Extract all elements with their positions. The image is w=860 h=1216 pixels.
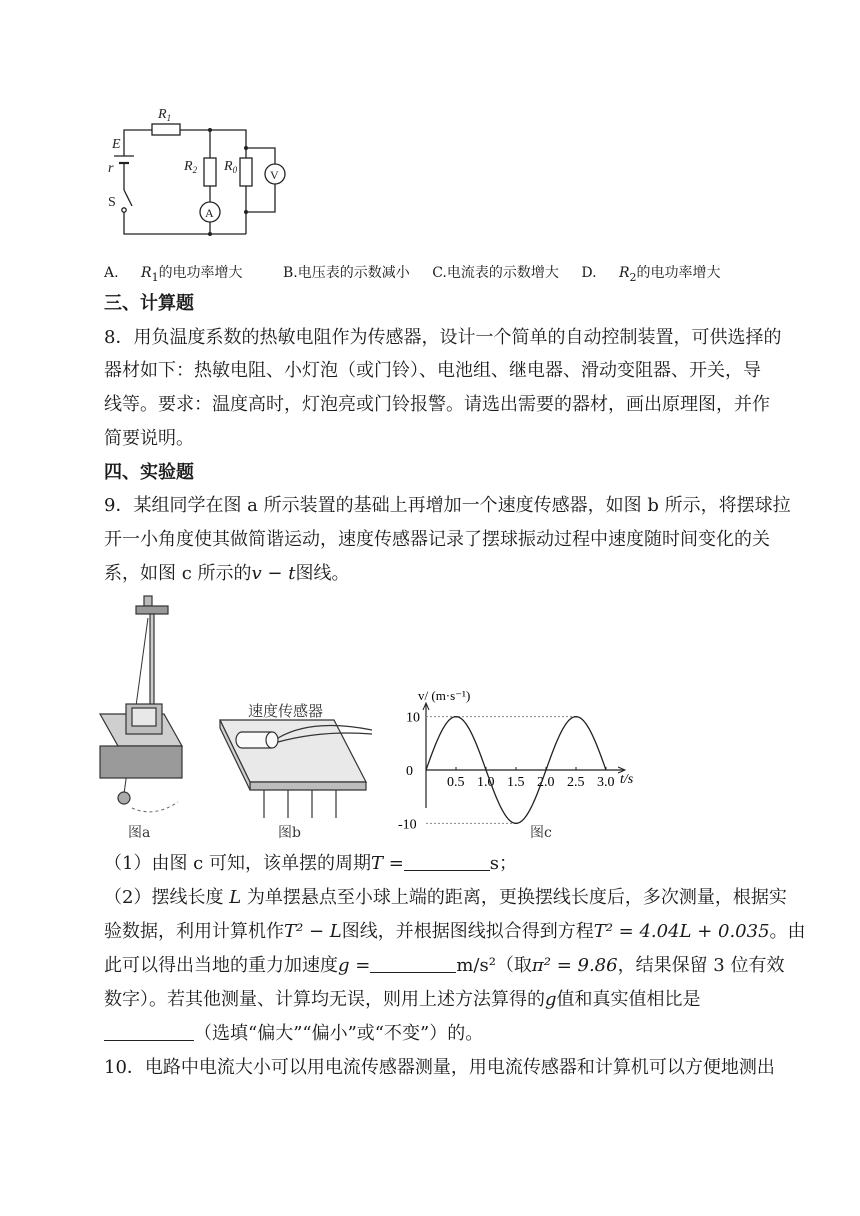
q9-part2-line-4: 数字）。若其他测量、计算均无误，则用上述方法算得的g值和真实值相比是: [104, 989, 701, 1010]
choice-a: A. $R_1$的电功率增大: [104, 265, 243, 284]
x-tick-label: 2.5: [567, 775, 585, 790]
q10-line-1: 10．电路中电流大小可以用电流传感器测量，用电流传感器和计算机可以方便地测出: [104, 1057, 775, 1078]
q8-line-3: 线等。要求：温度高时，灯泡亮或门铃报警。请选出需要的器材，画出原理图，并作: [104, 394, 770, 415]
svg-text:A: A: [205, 206, 214, 220]
q9-part1: （1）由图 c 可知，该单摆的周期T = s；: [104, 853, 518, 874]
svg-text:S: S: [108, 195, 116, 210]
chart-y-label: v/ (m·s⁻¹): [418, 688, 471, 703]
resistor-r0: [240, 158, 252, 186]
choice-d: D. $R_2$的电功率增大: [581, 265, 721, 284]
q8-line-1: 8．用负温度系数的热敏电阻作为传感器，设计一个简单的自动控制装置，可供选择的: [104, 327, 782, 348]
svg-text:E: E: [112, 137, 121, 152]
resistor-r2: [204, 158, 216, 186]
svg-text:R1: $R_1$: [158, 107, 172, 123]
figure-c-caption: 图c: [530, 825, 552, 841]
x-tick-label: 1.5: [507, 775, 525, 790]
circuit-diagram: [100, 98, 300, 246]
x-tick-label: 0.5: [447, 775, 465, 790]
answer-blank-g[interactable]: [370, 954, 456, 973]
q9-part2-line-5: （选填“偏大”“偏小”或“不变”）的。: [104, 1022, 483, 1046]
section-3-heading: 三、计算题: [104, 293, 194, 314]
choice-b: B.电压表的示数减小: [283, 265, 410, 281]
q8-line-2: 器材如下：热敏电阻、小灯泡（或门铃）、电池组、继电器、滑动变阻器、开关，导: [104, 360, 761, 381]
section-4-heading: 四、实验题: [104, 462, 194, 483]
q7-choices: [104, 262, 757, 284]
svg-text:R0: $R_0$: [224, 159, 238, 175]
q9-line-2: 开一小角度使其做简谐运动，速度传感器记录了摆球振动过程中速度随时间变化的关: [104, 529, 770, 550]
figure-a-caption: 图a: [128, 825, 151, 841]
figure-a-pendulum: [100, 596, 200, 822]
y-tick-label: 10: [406, 710, 420, 726]
svg-text:r: r: [108, 161, 114, 176]
q9-line-3: 系，如图 c 所示的v − t图线。: [104, 563, 350, 584]
q9-part2-line-3: 此可以得出当地的重力加速度g = m/s²（取π² = 9.86，结果保留 3 位有效: [104, 955, 785, 976]
chart-x-label: t/s: [620, 772, 634, 787]
q9-part2-line-1: （2）摆线长度 L 为单摆悬点至小球上端的距离，更换摆线长度后，多次测量，根据实: [104, 887, 787, 908]
chart-axes: [423, 703, 625, 808]
q9-line-1: 9．某组同学在图 a 所示装置的基础上再增加一个速度传感器，如图 b 所示，将摆球拉: [104, 495, 791, 516]
q9-part2-line-2: 验数据，利用计算机作T² − L图线，并根据图线拟合得到方程T² = 4.04L + 0.035。由: [104, 921, 806, 942]
figure-b-sensor-label: 速度传感器: [248, 702, 324, 720]
y-tick-label: 0: [406, 764, 413, 779]
x-tick-label: 2.0: [537, 775, 555, 790]
svg-text:R2: $R_2$: [184, 159, 198, 175]
x-tick-label: 3.0: [597, 775, 615, 790]
x-tick-label: 1.0: [477, 775, 495, 790]
answer-blank-compare[interactable]: [104, 1022, 194, 1041]
q8-line-4: 简要说明。: [104, 428, 194, 449]
answer-blank-period[interactable]: [404, 852, 490, 871]
figure-b-caption: 图b: [278, 825, 301, 841]
svg-text:V: V: [270, 168, 279, 182]
resistor-r1: [152, 124, 180, 135]
y-tick-label: -10: [398, 817, 417, 833]
chart-ticks: [398, 711, 615, 833]
choice-c: C.电流表的示数增大: [432, 265, 559, 281]
